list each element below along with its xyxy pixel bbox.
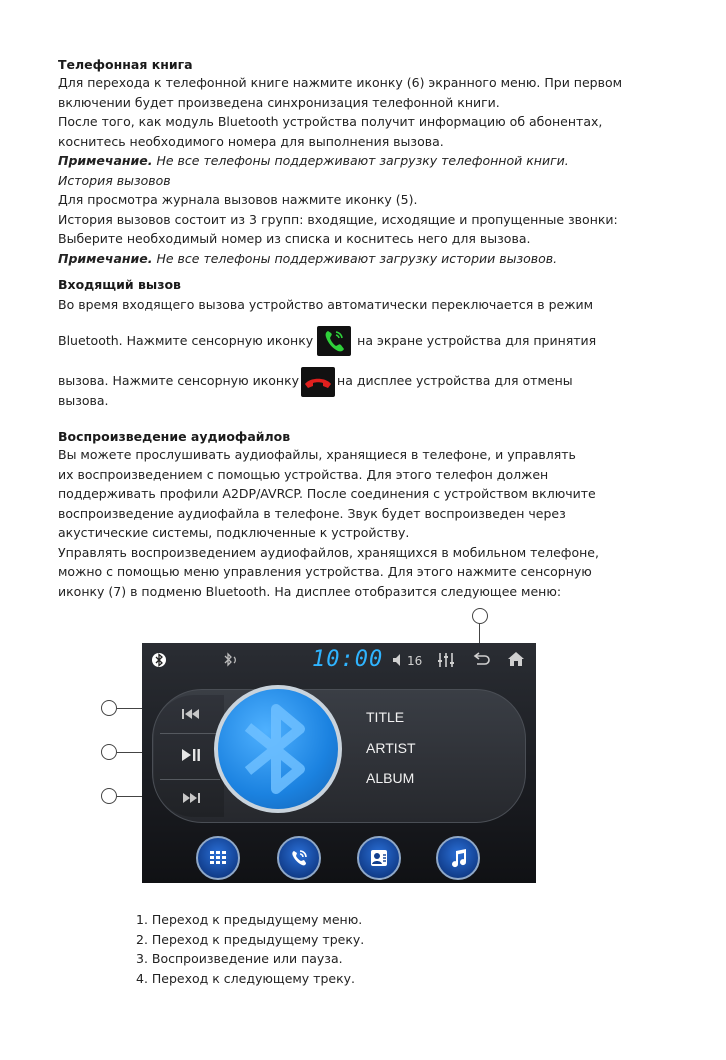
legend-list [136, 910, 364, 988]
phonebook-heading: Телефонная книга [58, 57, 193, 72]
contacts-button[interactable] [357, 836, 401, 880]
volume-icon[interactable] [392, 653, 406, 667]
bluetooth-artwork [214, 685, 342, 813]
volume-level: 16 [407, 654, 423, 668]
incoming-text: вызова. Нажмите сенсорную иконку [58, 373, 300, 388]
page-content [58, 56, 688, 601]
note-text: Не все телефоны поддерживают загрузку телефонной книги. [152, 153, 569, 168]
status-bar [142, 643, 536, 677]
audio-line: можно с помощью меню управления устройства. Для этого нажмите сенсорную [58, 564, 592, 579]
incoming-text: на экране устройства для принятия [357, 332, 597, 348]
music-icon [448, 847, 470, 869]
keypad-button[interactable] [196, 836, 240, 880]
phonebook-line: После того, как модуль Bluetooth устройства получит информацию об абонентах, [58, 114, 603, 129]
callout-2 [101, 700, 117, 716]
bluetooth-audio-screen [142, 643, 536, 883]
legend-item: 3. Воспроизведение или пауза. [136, 951, 343, 966]
equalizer-icon[interactable] [437, 651, 455, 669]
legend-item: 4. Переход к следующему треку. [136, 970, 356, 986]
audio-line: Вы можете прослушивать аудиофайлы, хранящиеся в телефоне, и управлять [58, 447, 576, 462]
incoming-text: на дисплее устройства для отмены [337, 373, 573, 388]
next-track-icon[interactable] [180, 791, 202, 805]
legend-item: 2. Переход к предыдущему треку. [136, 931, 365, 947]
history-line: Выберите необходимый номер из списка и коснитесь него для вызова. [58, 231, 531, 246]
phonebook-line: включении будет произведена синхронизация телефонной книги. [58, 94, 500, 110]
track-album: ALBUM [366, 770, 415, 786]
audio-line: их воспроизведением с помощью устройства. Для этого телефон должен [58, 466, 549, 482]
contacts-icon [368, 847, 390, 869]
answer-call-icon [317, 326, 351, 356]
audio-line: воспроизведение аудиофайла в телефоне. Звук будет воспроизведен через [58, 505, 566, 521]
phonebook-note [58, 151, 688, 171]
audio-line: Управлять воспроизведением аудиофайлов, хранящихся в мобильном телефоне, [58, 544, 599, 560]
history-note [58, 249, 688, 269]
incoming-line: Во время входящего вызова устройство автоматически переключается в режим [58, 297, 594, 312]
call-button[interactable] [277, 836, 321, 880]
incoming-line: вызова. [58, 392, 109, 408]
decline-call-icon [301, 367, 335, 397]
note-label: Примечание. [58, 153, 153, 168]
bluetooth-audio-icon [222, 652, 242, 668]
home-icon[interactable] [506, 650, 526, 668]
history-line: Для просмотра журнала вызовов нажмите иконку (5). [58, 192, 418, 207]
note-text: Не все телефоны поддерживают загрузку истории вызовов. [152, 250, 558, 266]
phonebook-line: Для перехода к телефонной книге нажмите иконку (6) экранного меню. При первом [58, 75, 623, 90]
prev-track-icon[interactable] [180, 707, 202, 721]
play-pause-icon[interactable] [180, 747, 202, 763]
history-heading: История вызовов [58, 172, 171, 188]
legend-item: 1. Переход к предыдущему меню. [136, 912, 363, 927]
phonebook-line: коснитесь необходимого номера для выполнения вызова. [58, 133, 444, 149]
callout-1 [472, 608, 488, 624]
note-label: Примечание. [58, 250, 153, 266]
incoming-heading: Входящий вызов [58, 277, 181, 292]
back-icon[interactable] [472, 651, 490, 669]
track-title: TITLE [366, 709, 405, 725]
audio-line: акустические системы, подключенные к устройству. [58, 525, 410, 540]
audio-line: иконку (7) в подменю Bluetooth. На дисплее отобразится следующее меню: [58, 583, 562, 599]
call-icon [288, 847, 310, 869]
bluetooth-icon [152, 652, 166, 668]
clock: 10:00 [312, 647, 384, 672]
history-line: История вызовов состоит из 3 групп: входящие, исходящие и пропущенные звонки: [58, 211, 618, 227]
music-button[interactable] [436, 836, 480, 880]
callout-3 [101, 744, 117, 760]
incoming-text: Bluetooth. Нажмите сенсорную иконку [58, 332, 314, 348]
audio-line: поддерживать профили A2DP/AVRCP. После соединения с устройством включите [58, 486, 596, 501]
audio-heading: Воспроизведение аудиофайлов [58, 429, 291, 444]
incoming-line-answer [58, 326, 688, 357]
track-artist: ARTIST [366, 740, 416, 756]
callout-4 [101, 788, 117, 804]
keypad-icon [208, 848, 228, 868]
